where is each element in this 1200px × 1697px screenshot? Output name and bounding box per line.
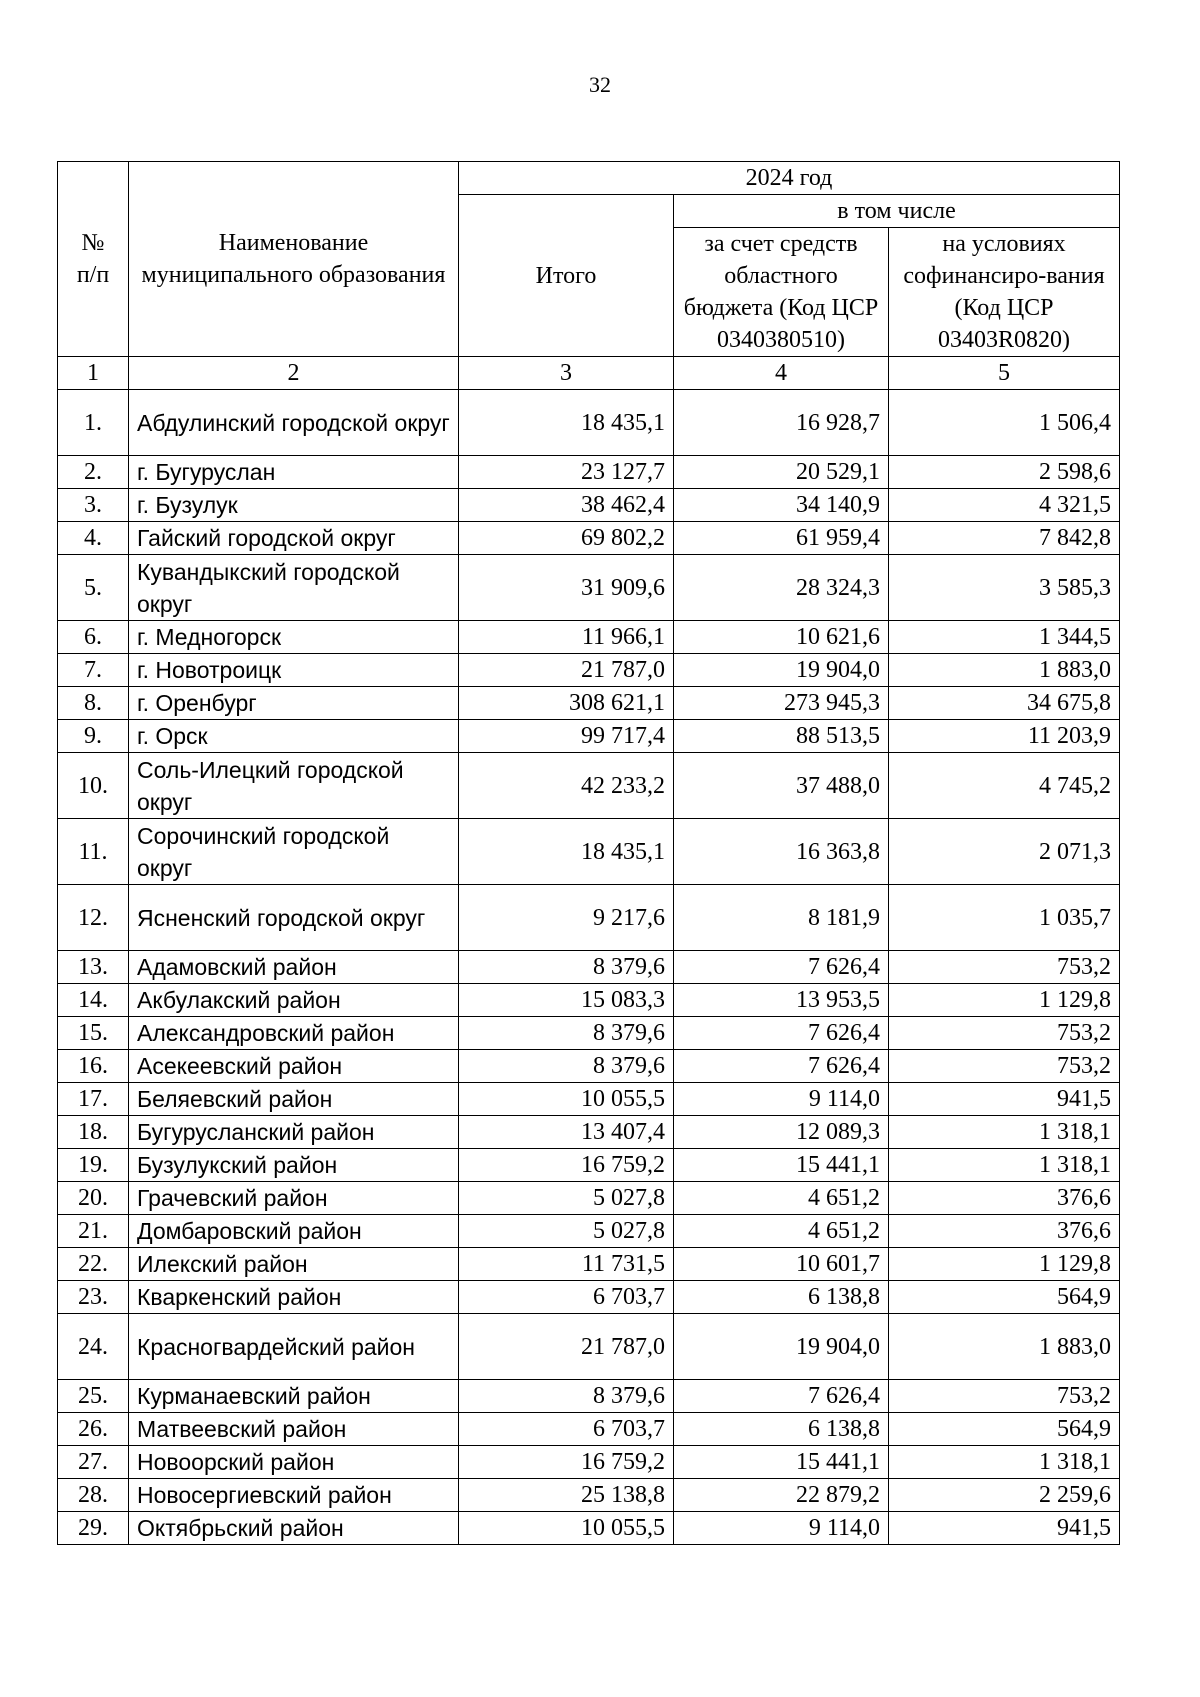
- municipality-name: Соль-Илецкий городской округ: [129, 753, 459, 819]
- cofinancing-value: 2 598,6: [889, 456, 1120, 489]
- total-value: 8 379,6: [459, 1050, 674, 1083]
- row-number: 12.: [58, 885, 129, 951]
- cofinancing-value: 1 344,5: [889, 621, 1120, 654]
- regional-value: 88 513,5: [674, 720, 889, 753]
- cofinancing-value: 1 318,1: [889, 1149, 1120, 1182]
- table-row: [58, 1149, 1120, 1182]
- regional-value: 19 904,0: [674, 654, 889, 687]
- total-value: 31 909,6: [459, 555, 674, 621]
- municipality-name: Бугурусланский район: [129, 1116, 459, 1149]
- cofinancing-value: 7 842,8: [889, 522, 1120, 555]
- municipality-name: Кувандыкский городской округ: [129, 555, 459, 621]
- cofinancing-value: 753,2: [889, 1380, 1120, 1413]
- table-body: [58, 390, 1120, 1545]
- cofinancing-value: 4 321,5: [889, 489, 1120, 522]
- table-row: [58, 456, 1120, 489]
- table-row: [58, 1413, 1120, 1446]
- regional-value: 15 441,1: [674, 1149, 889, 1182]
- table-row: [58, 1050, 1120, 1083]
- municipality-name: Беляевский район: [129, 1083, 459, 1116]
- municipality-name: Илекский район: [129, 1248, 459, 1281]
- municipality-name: Домбаровский район: [129, 1215, 459, 1248]
- table-row: [58, 984, 1120, 1017]
- table-row: [58, 1116, 1120, 1149]
- table-row: [58, 951, 1120, 984]
- table-row: [58, 1314, 1120, 1380]
- regional-value: 16 928,7: [674, 390, 889, 456]
- municipality-name: Гайский городской округ: [129, 522, 459, 555]
- cofinancing-value: 1 318,1: [889, 1446, 1120, 1479]
- regional-value: 9 114,0: [674, 1083, 889, 1116]
- table-row: [58, 720, 1120, 753]
- row-number: 7.: [58, 654, 129, 687]
- municipality-name: г. Новотроицк: [129, 654, 459, 687]
- row-number: 24.: [58, 1314, 129, 1380]
- regional-value: 7 626,4: [674, 1017, 889, 1050]
- municipality-name: Асекеевский район: [129, 1050, 459, 1083]
- cofinancing-value: 753,2: [889, 951, 1120, 984]
- budget-table: [57, 161, 1120, 1545]
- table-row: [58, 522, 1120, 555]
- cofinancing-value: 1 883,0: [889, 1314, 1120, 1380]
- regional-value: 10 621,6: [674, 621, 889, 654]
- municipality-name: Новосергиевский район: [129, 1479, 459, 1512]
- column-number: 5: [889, 357, 1120, 390]
- row-number: 27.: [58, 1446, 129, 1479]
- cofinancing-value: 2 259,6: [889, 1479, 1120, 1512]
- table-row: [58, 819, 1120, 885]
- column-number: 1: [58, 357, 129, 390]
- row-number: 22.: [58, 1248, 129, 1281]
- row-number: 29.: [58, 1512, 129, 1545]
- column-number: 2: [129, 357, 459, 390]
- cofinancing-value: 1 318,1: [889, 1116, 1120, 1149]
- regional-value: 13 953,5: [674, 984, 889, 1017]
- municipality-name: Грачевский район: [129, 1182, 459, 1215]
- municipality-name: г. Медногорск: [129, 621, 459, 654]
- table-row: [58, 390, 1120, 456]
- cofinancing-value: 376,6: [889, 1182, 1120, 1215]
- column-number: 4: [674, 357, 889, 390]
- row-number: 11.: [58, 819, 129, 885]
- table-row: [58, 1479, 1120, 1512]
- municipality-name: Сорочинский городской округ: [129, 819, 459, 885]
- cofinancing-value: 2 071,3: [889, 819, 1120, 885]
- row-number: 1.: [58, 390, 129, 456]
- column-number: 3: [459, 357, 674, 390]
- total-value: 21 787,0: [459, 1314, 674, 1380]
- row-number: 19.: [58, 1149, 129, 1182]
- municipality-name: Новоорский район: [129, 1446, 459, 1479]
- regional-value: 16 363,8: [674, 819, 889, 885]
- header-cofinancing: на условиях софинансиро-вания (Код ЦСР 03403R0820): [889, 228, 1120, 357]
- municipality-name: Кваркенский район: [129, 1281, 459, 1314]
- total-value: 9 217,6: [459, 885, 674, 951]
- municipality-name: Акбулакский район: [129, 984, 459, 1017]
- row-number: 6.: [58, 621, 129, 654]
- table-row: [58, 1380, 1120, 1413]
- municipality-name: Адамовский район: [129, 951, 459, 984]
- cofinancing-value: 753,2: [889, 1050, 1120, 1083]
- header-name: Наименование муниципального образования: [129, 162, 459, 357]
- municipality-name: Курманаевский район: [129, 1380, 459, 1413]
- total-value: 8 379,6: [459, 951, 674, 984]
- table-row: [58, 1017, 1120, 1050]
- municipality-name: г. Бузулук: [129, 489, 459, 522]
- row-number: 25.: [58, 1380, 129, 1413]
- regional-value: 6 138,8: [674, 1413, 889, 1446]
- cofinancing-value: 11 203,9: [889, 720, 1120, 753]
- row-number: 14.: [58, 984, 129, 1017]
- cofinancing-value: 941,5: [889, 1512, 1120, 1545]
- total-value: 16 759,2: [459, 1149, 674, 1182]
- column-numbers-row: [58, 357, 1120, 390]
- row-number: 28.: [58, 1479, 129, 1512]
- table-row: [58, 753, 1120, 819]
- table-row: [58, 1182, 1120, 1215]
- cofinancing-value: 4 745,2: [889, 753, 1120, 819]
- municipality-name: г. Орск: [129, 720, 459, 753]
- municipality-name: Абдулинский городской округ: [129, 390, 459, 456]
- total-value: 6 703,7: [459, 1413, 674, 1446]
- row-number: 16.: [58, 1050, 129, 1083]
- total-value: 16 759,2: [459, 1446, 674, 1479]
- row-number: 5.: [58, 555, 129, 621]
- total-value: 8 379,6: [459, 1017, 674, 1050]
- regional-value: 10 601,7: [674, 1248, 889, 1281]
- cofinancing-value: 1 883,0: [889, 654, 1120, 687]
- cofinancing-value: 941,5: [889, 1083, 1120, 1116]
- row-number: 21.: [58, 1215, 129, 1248]
- table-row: [58, 1248, 1120, 1281]
- total-value: 15 083,3: [459, 984, 674, 1017]
- page-number: 32: [589, 72, 611, 97]
- regional-value: 8 181,9: [674, 885, 889, 951]
- regional-value: 7 626,4: [674, 1380, 889, 1413]
- row-number: 2.: [58, 456, 129, 489]
- row-number: 15.: [58, 1017, 129, 1050]
- cofinancing-value: 1 129,8: [889, 984, 1120, 1017]
- total-value: 8 379,6: [459, 1380, 674, 1413]
- regional-value: 19 904,0: [674, 1314, 889, 1380]
- regional-value: 12 089,3: [674, 1116, 889, 1149]
- total-value: 25 138,8: [459, 1479, 674, 1512]
- municipality-name: г. Оренбург: [129, 687, 459, 720]
- table-row: [58, 621, 1120, 654]
- header-number: № п/п: [58, 162, 129, 357]
- total-value: 11 731,5: [459, 1248, 674, 1281]
- table-row: [58, 1215, 1120, 1248]
- table-row: [58, 489, 1120, 522]
- total-value: 308 621,1: [459, 687, 674, 720]
- header-total: Итого: [459, 195, 674, 357]
- municipality-name: Бузулукский район: [129, 1149, 459, 1182]
- total-value: 11 966,1: [459, 621, 674, 654]
- cofinancing-value: 34 675,8: [889, 687, 1120, 720]
- municipality-name: Матвеевский район: [129, 1413, 459, 1446]
- regional-value: 9 114,0: [674, 1512, 889, 1545]
- cofinancing-value: 1 506,4: [889, 390, 1120, 456]
- table-row: [58, 1446, 1120, 1479]
- total-value: 21 787,0: [459, 654, 674, 687]
- row-number: 17.: [58, 1083, 129, 1116]
- table-row: [58, 1281, 1120, 1314]
- row-number: 20.: [58, 1182, 129, 1215]
- row-number: 10.: [58, 753, 129, 819]
- table-row: [58, 1512, 1120, 1545]
- row-number: 23.: [58, 1281, 129, 1314]
- regional-value: 7 626,4: [674, 951, 889, 984]
- cofinancing-value: 564,9: [889, 1413, 1120, 1446]
- regional-value: 4 651,2: [674, 1215, 889, 1248]
- municipality-name: Красногвардейский район: [129, 1314, 459, 1380]
- regional-value: 34 140,9: [674, 489, 889, 522]
- row-number: 3.: [58, 489, 129, 522]
- table-row: [58, 885, 1120, 951]
- total-value: 18 435,1: [459, 819, 674, 885]
- total-value: 99 717,4: [459, 720, 674, 753]
- municipality-name: Александровский район: [129, 1017, 459, 1050]
- row-number: 18.: [58, 1116, 129, 1149]
- cofinancing-value: 1 035,7: [889, 885, 1120, 951]
- table-row: [58, 555, 1120, 621]
- total-value: 5 027,8: [459, 1182, 674, 1215]
- table-row: [58, 1083, 1120, 1116]
- municipality-name: Ясненский городской округ: [129, 885, 459, 951]
- regional-value: 37 488,0: [674, 753, 889, 819]
- cofinancing-value: 376,6: [889, 1215, 1120, 1248]
- header-year: 2024 год: [459, 162, 1120, 195]
- cofinancing-value: 1 129,8: [889, 1248, 1120, 1281]
- total-value: 10 055,5: [459, 1083, 674, 1116]
- header-including: в том числе: [674, 195, 1120, 228]
- header-regional: за счет средств областного бюджета (Код ЦСР 0340380510): [674, 228, 889, 357]
- row-number: 9.: [58, 720, 129, 753]
- cofinancing-value: 564,9: [889, 1281, 1120, 1314]
- total-value: 23 127,7: [459, 456, 674, 489]
- row-number: 4.: [58, 522, 129, 555]
- table-row: [58, 654, 1120, 687]
- regional-value: 6 138,8: [674, 1281, 889, 1314]
- total-value: 13 407,4: [459, 1116, 674, 1149]
- municipality-name: Октябрьский район: [129, 1512, 459, 1545]
- row-number: 26.: [58, 1413, 129, 1446]
- row-number: 13.: [58, 951, 129, 984]
- regional-value: 15 441,1: [674, 1446, 889, 1479]
- cofinancing-value: 753,2: [889, 1017, 1120, 1050]
- row-number: 8.: [58, 687, 129, 720]
- total-value: 38 462,4: [459, 489, 674, 522]
- regional-value: 28 324,3: [674, 555, 889, 621]
- total-value: 69 802,2: [459, 522, 674, 555]
- regional-value: 4 651,2: [674, 1182, 889, 1215]
- regional-value: 273 945,3: [674, 687, 889, 720]
- table-row: [58, 687, 1120, 720]
- cofinancing-value: 3 585,3: [889, 555, 1120, 621]
- total-value: 42 233,2: [459, 753, 674, 819]
- total-value: 10 055,5: [459, 1512, 674, 1545]
- regional-value: 22 879,2: [674, 1479, 889, 1512]
- total-value: 5 027,8: [459, 1215, 674, 1248]
- total-value: 18 435,1: [459, 390, 674, 456]
- total-value: 6 703,7: [459, 1281, 674, 1314]
- regional-value: 7 626,4: [674, 1050, 889, 1083]
- regional-value: 61 959,4: [674, 522, 889, 555]
- municipality-name: г. Бугуруслан: [129, 456, 459, 489]
- regional-value: 20 529,1: [674, 456, 889, 489]
